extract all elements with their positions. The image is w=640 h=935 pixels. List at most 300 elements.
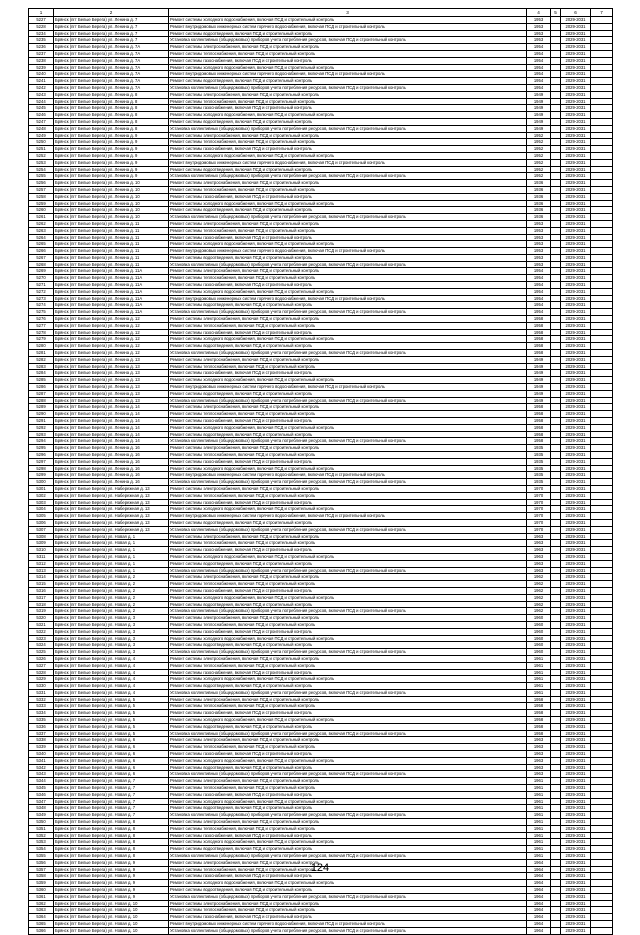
period-cell: 2029-2031 [561, 268, 591, 275]
work-type-cell: Ремонт системы теплоснабжения, включая ПСД и строительный контроль [169, 492, 527, 499]
address-cell: Брянск (пгт Белые Берега) ул. Новая д. 8 [54, 839, 169, 846]
empty-cell [591, 669, 613, 676]
empty-cell [591, 363, 613, 370]
table-row [29, 370, 613, 377]
address-cell: Брянск (пгт Белые Берега) ул. Ленина д. 14 [54, 418, 169, 425]
empty-cell [551, 180, 561, 187]
table-row [29, 397, 613, 404]
build-year-cell: 1953 [527, 220, 551, 227]
empty-cell [591, 791, 613, 798]
table-row [29, 717, 613, 724]
address-cell: Брянск (пгт Белые Берега) ул. Ленина д. 11А [54, 288, 169, 295]
period-cell: 2029-2031 [561, 696, 591, 703]
address-cell: Брянск (пгт Белые Берега) ул. Набережная д. 13 [54, 485, 169, 492]
row-number-cell: 5365 [29, 920, 54, 927]
row-number-cell: 5276 [29, 316, 54, 323]
work-type-cell: Ремонт системы электроснабжения, включая ПСД и строительный контроль [169, 485, 527, 492]
empty-cell [591, 71, 613, 78]
empty-cell [551, 846, 561, 853]
period-cell: 2029-2031 [561, 621, 591, 628]
empty-cell [551, 513, 561, 520]
empty-cell [591, 404, 613, 411]
work-type-cell: Ремонт системы теплоснабжения, включая ПСД и строительный контроль [169, 907, 527, 914]
empty-cell [551, 445, 561, 452]
address-cell: Брянск (пгт Белые Берега) ул. Ленина д. 12 [54, 336, 169, 343]
table-row [29, 927, 613, 934]
address-cell: Брянск (пгт Белые Берега) ул. Ленина д. 13 [54, 397, 169, 404]
empty-cell [551, 621, 561, 628]
build-year-cell: 1963 [527, 737, 551, 744]
empty-cell [551, 139, 561, 146]
empty-cell [591, 560, 613, 567]
address-cell: Брянск (пгт Белые Берега) ул. Новая д. 4 [54, 662, 169, 669]
address-cell: Брянск (пгт Белые Берега) ул. Ленина д. 11А [54, 309, 169, 316]
empty-cell [591, 540, 613, 547]
work-type-cell: Ремонт системы холодного водоснабжения, включая ПСД и строительный контроль [169, 553, 527, 560]
work-type-cell: Ремонт системы электроснабжения, включая ПСД и строительный контроль [169, 737, 527, 744]
period-cell: 2029-2031 [561, 152, 591, 159]
empty-cell [591, 900, 613, 907]
table-row [29, 275, 613, 282]
period-cell: 2029-2031 [561, 118, 591, 125]
row-number-cell: 5325 [29, 649, 54, 656]
work-type-cell: Установка коллективных (общедомовых) приборов учета потребления ресурсов, включая ПСД и строительный контроль [169, 927, 527, 934]
empty-cell [551, 485, 561, 492]
build-year-cell: 1970 [527, 519, 551, 526]
work-type-cell: Ремонт системы водоотведения, включая ПСД и строительный контроль [169, 723, 527, 730]
work-type-cell: Ремонт системы холодного водоснабжения, включая ПСД и строительный контроль [169, 676, 527, 683]
table-row [29, 907, 613, 914]
empty-cell [591, 411, 613, 418]
work-type-cell: Установка коллективных (общедомовых) приборов учета потребления ресурсов, включая ПСД и строительный контроль [169, 173, 527, 180]
work-type-cell: Ремонт системы электроснабжения, включая ПСД и строительный контроль [169, 574, 527, 581]
period-cell: 2029-2031 [561, 839, 591, 846]
empty-cell [551, 322, 561, 329]
column-header: 1 [29, 9, 54, 17]
work-type-cell: Установка коллективных (общедомовых) приборов учета потребления ресурсов, включая ПСД и строительный контроль [169, 526, 527, 533]
address-cell: Брянск (пгт Белые Берега) ул. Ленина д. 10 [54, 193, 169, 200]
build-year-cell: 1964 [527, 893, 551, 900]
empty-cell [551, 418, 561, 425]
table-row [29, 288, 613, 295]
row-number-cell: 5227 [29, 17, 54, 24]
address-cell: Брянск (пгт Белые Берега) ул. Ленина д. 8 [54, 118, 169, 125]
build-year-cell: 1964 [527, 880, 551, 887]
empty-cell [551, 37, 561, 44]
period-cell: 2029-2031 [561, 567, 591, 574]
empty-cell [591, 445, 613, 452]
build-year-cell: 1935 [527, 445, 551, 452]
empty-cell [591, 261, 613, 268]
row-number-cell: 5307 [29, 526, 54, 533]
address-cell: Брянск (пгт Белые Берега) ул. Набережная д. 13 [54, 513, 169, 520]
work-type-cell: Ремонт системы электроснабжения, включая ПСД и строительный контроль [169, 819, 527, 826]
row-number-cell: 5346 [29, 791, 54, 798]
build-year-cell: 1952 [527, 146, 551, 153]
address-cell: Брянск (пгт Белые Берега) ул. Новая д. 8 [54, 832, 169, 839]
row-number-cell: 5329 [29, 676, 54, 683]
work-type-cell: Ремонт системы холодного водоснабжения, включая ПСД и строительный контроль [169, 465, 527, 472]
empty-cell [551, 812, 561, 819]
period-cell: 2029-2031 [561, 628, 591, 635]
empty-cell [591, 710, 613, 717]
address-cell: Брянск (пгт Белые Берега) ул. Ленина д. 7А [54, 64, 169, 71]
address-cell: Брянск (пгт Белые Берега) ул. Новая д. 1 [54, 553, 169, 560]
table-row [29, 37, 613, 44]
row-number-cell: 5327 [29, 662, 54, 669]
empty-cell [591, 418, 613, 425]
row-number-cell: 5252 [29, 152, 54, 159]
period-cell: 2029-2031 [561, 220, 591, 227]
address-cell: Брянск (пгт Белые Берега) ул. Ленина д. 8 [54, 91, 169, 98]
build-year-cell: 1958 [527, 336, 551, 343]
build-year-cell: 1949 [527, 390, 551, 397]
build-year-cell: 1961 [527, 825, 551, 832]
address-cell: Брянск (пгт Белые Берега) ул. Новая д. 9 [54, 880, 169, 887]
build-year-cell: 1954 [527, 302, 551, 309]
address-cell: Брянск (пгт Белые Берега) ул. Новая д. 6 [54, 744, 169, 751]
empty-cell [591, 173, 613, 180]
empty-cell [551, 377, 561, 384]
row-number-cell: 5303 [29, 499, 54, 506]
table-row [29, 316, 613, 323]
period-cell: 2029-2031 [561, 78, 591, 85]
work-type-cell: Ремонт системы холодного водоснабжения, включая ПСД и строительный контроль [169, 635, 527, 642]
empty-cell [551, 689, 561, 696]
row-number-cell: 5337 [29, 730, 54, 737]
table-row [29, 91, 613, 98]
row-number-cell: 5256 [29, 180, 54, 187]
address-cell: Брянск (пгт Белые Берега) ул. Новая д. 4 [54, 669, 169, 676]
build-year-cell: 1958 [527, 696, 551, 703]
build-year-cell: 1963 [527, 560, 551, 567]
row-number-cell: 5305 [29, 513, 54, 520]
period-cell: 2029-2031 [561, 703, 591, 710]
period-cell: 2029-2031 [561, 248, 591, 255]
empty-cell [551, 676, 561, 683]
empty-cell [591, 309, 613, 316]
build-year-cell: 1949 [527, 356, 551, 363]
address-cell: Брянск (пгт Белые Берега) ул. Новая д. 10 [54, 914, 169, 921]
empty-cell [591, 717, 613, 724]
address-cell: Брянск (пгт Белые Берега) ул. Новая д. 7 [54, 798, 169, 805]
empty-cell [551, 771, 561, 778]
empty-cell [551, 336, 561, 343]
column-header: 3 [169, 9, 527, 17]
work-type-cell: Ремонт внутридомовых инженерных систем горячего водоснабжения, включая ПСД и строительный контроль [169, 384, 527, 391]
period-cell: 2029-2031 [561, 166, 591, 173]
build-year-cell: 1970 [527, 506, 551, 513]
empty-cell [591, 370, 613, 377]
build-year-cell: 1954 [527, 44, 551, 51]
table-row [29, 166, 613, 173]
table-row [29, 683, 613, 690]
address-cell: Брянск (пгт Белые Берега) ул. Ленина д. 11А [54, 268, 169, 275]
period-cell: 2029-2031 [561, 560, 591, 567]
work-type-cell: Ремонт системы холодного водоснабжения, включая ПСД и строительный контроль [169, 17, 527, 24]
empty-cell [551, 819, 561, 826]
build-year-cell: 1936 [527, 207, 551, 214]
row-number-cell: 5302 [29, 492, 54, 499]
period-cell: 2029-2031 [561, 683, 591, 690]
empty-cell [551, 574, 561, 581]
period-cell: 2029-2031 [561, 744, 591, 751]
address-cell: Брянск (пгт Белые Берега) ул. Новая д. 2 [54, 574, 169, 581]
table-row [29, 587, 613, 594]
empty-cell [551, 282, 561, 289]
address-cell: Брянск (пгт Белые Берега) ул. Ленина д. 14 [54, 411, 169, 418]
build-year-cell: 1953 [527, 248, 551, 255]
row-number-cell: 5239 [29, 64, 54, 71]
period-cell: 2029-2031 [561, 295, 591, 302]
empty-cell [551, 703, 561, 710]
work-type-cell: Ремонт системы холодного водоснабжения, включая ПСД и строительный контроль [169, 594, 527, 601]
table-row [29, 173, 613, 180]
build-year-cell: 1963 [527, 744, 551, 751]
table-row [29, 723, 613, 730]
address-cell: Брянск (пгт Белые Берега) ул. Ленина д. 7А [54, 78, 169, 85]
empty-cell [591, 275, 613, 282]
table-row [29, 322, 613, 329]
empty-cell [551, 268, 561, 275]
work-type-cell: Ремонт системы холодного водоснабжения, включая ПСД и строительный контроль [169, 424, 527, 431]
table-row [29, 655, 613, 662]
table-row [29, 377, 613, 384]
table-row [29, 472, 613, 479]
row-number-cell: 5333 [29, 703, 54, 710]
address-cell: Брянск (пгт Белые Берега) ул. Новая д. 10 [54, 920, 169, 927]
table-row [29, 309, 613, 316]
table-row [29, 920, 613, 927]
table-row [29, 513, 613, 520]
work-type-cell: Ремонт системы электроснабжения, включая ПСД и строительный контроль [169, 696, 527, 703]
table-row [29, 254, 613, 261]
period-cell: 2029-2031 [561, 241, 591, 248]
row-number-cell: 5270 [29, 275, 54, 282]
work-type-cell: Ремонт системы водоотведения, включая ПСД и строительный контроль [169, 302, 527, 309]
period-cell: 2029-2031 [561, 642, 591, 649]
period-cell: 2029-2031 [561, 146, 591, 153]
empty-cell [551, 302, 561, 309]
period-cell: 2029-2031 [561, 336, 591, 343]
table-row [29, 778, 613, 785]
table-row [29, 64, 613, 71]
table-row [29, 458, 613, 465]
empty-cell [591, 458, 613, 465]
empty-cell [551, 57, 561, 64]
build-year-cell: 1961 [527, 676, 551, 683]
build-year-cell: 1964 [527, 866, 551, 873]
build-year-cell: 1963 [527, 533, 551, 540]
empty-cell [591, 893, 613, 900]
period-cell: 2029-2031 [561, 635, 591, 642]
row-number-cell: 5255 [29, 173, 54, 180]
row-number-cell: 5364 [29, 914, 54, 921]
work-type-cell: Ремонт внутридомовых инженерных систем горячего водоснабжения, включая ПСД и строительный контроль [169, 159, 527, 166]
empty-cell [551, 241, 561, 248]
table-row [29, 78, 613, 85]
row-number-cell: 5331 [29, 689, 54, 696]
build-year-cell: 1952 [527, 159, 551, 166]
empty-cell [551, 23, 561, 30]
empty-cell [591, 880, 613, 887]
row-number-cell: 5319 [29, 608, 54, 615]
address-cell: Брянск (пгт Белые Берега) ул. Ленина д. 16 [54, 479, 169, 486]
build-year-cell: 1953 [527, 254, 551, 261]
row-number-cell: 5265 [29, 241, 54, 248]
empty-cell [551, 343, 561, 350]
empty-cell [551, 295, 561, 302]
row-number-cell: 5318 [29, 601, 54, 608]
period-cell: 2029-2031 [561, 84, 591, 91]
period-cell: 2029-2031 [561, 601, 591, 608]
address-cell: Брянск (пгт Белые Берега) ул. Ленина д. 10 [54, 207, 169, 214]
table-row [29, 635, 613, 642]
period-cell: 2029-2031 [561, 159, 591, 166]
period-cell: 2029-2031 [561, 275, 591, 282]
table-row [29, 832, 613, 839]
work-type-cell: Ремонт системы электроснабжения, включая ПСД и строительный контроль [169, 615, 527, 622]
period-cell: 2029-2031 [561, 64, 591, 71]
work-type-cell: Установка коллективных (общедомовых) приборов учета потребления ресурсов, включая ПСД и строительный контроль [169, 438, 527, 445]
address-cell: Брянск (пгт Белые Берега) ул. Ленина д. 11 [54, 254, 169, 261]
capital-repair-table [28, 8, 613, 935]
empty-cell [551, 798, 561, 805]
work-type-cell: Ремонт системы водоотведения, включая ПСД и строительный контроль [169, 560, 527, 567]
work-type-cell: Ремонт системы водоотведения, включая ПСД и строительный контроль [169, 343, 527, 350]
work-type-cell: Ремонт системы газоснабжения, включая ПСД и строительный контроль [169, 669, 527, 676]
table-row [29, 268, 613, 275]
work-type-cell: Ремонт системы теплоснабжения, включая ПСД и строительный контроль [169, 785, 527, 792]
work-type-cell: Ремонт системы холодного водоснабжения, включая ПСД и строительный контроль [169, 64, 527, 71]
table-row [29, 479, 613, 486]
work-type-cell: Ремонт системы электроснабжения, включая ПСД и строительный контроль [169, 404, 527, 411]
work-type-cell: Установка коллективных (общедомовых) приборов учета потребления ресурсов, включая ПСД и строительный контроль [169, 608, 527, 615]
period-cell: 2029-2031 [561, 887, 591, 894]
address-cell: Брянск (пгт Белые Берега) ул. Новая д. 1 [54, 533, 169, 540]
build-year-cell: 1949 [527, 377, 551, 384]
period-cell: 2029-2031 [561, 574, 591, 581]
table-row [29, 23, 613, 30]
period-cell: 2029-2031 [561, 288, 591, 295]
row-number-cell: 5351 [29, 825, 54, 832]
build-year-cell: 1961 [527, 819, 551, 826]
empty-cell [591, 112, 613, 119]
table-row [29, 581, 613, 588]
empty-cell [551, 370, 561, 377]
period-cell: 2029-2031 [561, 112, 591, 119]
table-row [29, 540, 613, 547]
empty-cell [591, 751, 613, 758]
row-number-cell: 5254 [29, 166, 54, 173]
address-cell: Брянск (пгт Белые Берега) ул. Ленина д. 7А [54, 84, 169, 91]
build-year-cell: 1962 [527, 594, 551, 601]
work-type-cell: Ремонт системы холодного водоснабжения, включая ПСД и строительный контроль [169, 336, 527, 343]
empty-cell [591, 98, 613, 105]
row-number-cell: 5273 [29, 295, 54, 302]
build-year-cell: 1958 [527, 350, 551, 357]
empty-cell [591, 853, 613, 860]
period-cell: 2029-2031 [561, 309, 591, 316]
address-cell: Брянск (пгт Белые Берега) ул. Ленина д. 16 [54, 445, 169, 452]
build-year-cell: 1952 [527, 166, 551, 173]
row-number-cell: 5332 [29, 696, 54, 703]
address-cell: Брянск (пгт Белые Берега) ул. Ленина д. 9 [54, 139, 169, 146]
period-cell: 2029-2031 [561, 492, 591, 499]
empty-cell [551, 791, 561, 798]
build-year-cell: 1954 [527, 309, 551, 316]
period-cell: 2029-2031 [561, 384, 591, 391]
row-number-cell: 5361 [29, 893, 54, 900]
build-year-cell: 1954 [527, 50, 551, 57]
build-year-cell: 1961 [527, 805, 551, 812]
address-cell: Брянск (пгт Белые Берега) ул. Ленина д. 10 [54, 186, 169, 193]
work-type-cell: Ремонт системы электроснабжения, включая ПСД и строительный контроль [169, 220, 527, 227]
address-cell: Брянск (пгт Белые Берега) ул. Ленина д. 16 [54, 452, 169, 459]
period-cell: 2029-2031 [561, 689, 591, 696]
table-row [29, 241, 613, 248]
empty-cell [551, 880, 561, 887]
empty-cell [551, 805, 561, 812]
table-row [29, 771, 613, 778]
row-number-cell: 5271 [29, 282, 54, 289]
address-cell: Брянск (пгт Белые Берега) ул. Новая д. 10 [54, 927, 169, 934]
empty-cell [551, 458, 561, 465]
row-number-cell: 5246 [29, 112, 54, 119]
table-row [29, 431, 613, 438]
table-row [29, 118, 613, 125]
table-row [29, 17, 613, 24]
address-cell: Брянск (пгт Белые Берега) ул. Ленина д. 13 [54, 377, 169, 384]
period-cell: 2029-2031 [561, 37, 591, 44]
empty-cell [591, 778, 613, 785]
build-year-cell: 1960 [527, 615, 551, 622]
empty-cell [591, 37, 613, 44]
work-type-cell: Ремонт системы электроснабжения, включая ПСД и строительный контроль [169, 268, 527, 275]
build-year-cell: 1962 [527, 581, 551, 588]
row-number-cell: 5290 [29, 411, 54, 418]
work-type-cell: Ремонт системы газоснабжения, включая ПСД и строительный контроль [169, 193, 527, 200]
empty-cell [551, 662, 561, 669]
address-cell: Брянск (пгт Белые Берега) ул. Новая д. 3 [54, 628, 169, 635]
work-type-cell: Ремонт системы холодного водоснабжения, включая ПСД и строительный контроль [169, 880, 527, 887]
row-number-cell: 5260 [29, 207, 54, 214]
build-year-cell: 1953 [527, 17, 551, 24]
empty-cell [591, 642, 613, 649]
period-cell: 2029-2031 [561, 431, 591, 438]
build-year-cell: 1953 [527, 227, 551, 234]
row-number-cell: 5236 [29, 44, 54, 51]
empty-cell [551, 540, 561, 547]
work-type-cell: Ремонт системы теплоснабжения, включая ПСД и строительный контроль [169, 452, 527, 459]
address-cell: Брянск (пгт Белые Берега) ул. Ленина д. 9 [54, 159, 169, 166]
build-year-cell: 1963 [527, 757, 551, 764]
empty-cell [591, 159, 613, 166]
row-number-cell: 5348 [29, 805, 54, 812]
work-type-cell: Ремонт системы газоснабжения, включая ПСД и строительный контроль [169, 873, 527, 880]
table-row [29, 57, 613, 64]
table-row [29, 649, 613, 656]
address-cell: Брянск (пгт Белые Берега) ул. Ленина д. 7А [54, 44, 169, 51]
period-cell: 2029-2031 [561, 526, 591, 533]
work-type-cell: Ремонт системы газоснабжения, включая ПСД и строительный контроль [169, 499, 527, 506]
address-cell: Брянск (пгт Белые Берега) ул. Новая д. 2 [54, 601, 169, 608]
table-row [29, 689, 613, 696]
empty-cell [591, 200, 613, 207]
address-cell: Брянск (пгт Белые Берега) ул. Ленина д. 8 [54, 98, 169, 105]
address-cell: Брянск (пгт Белые Берега) ул. Новая д. 5 [54, 710, 169, 717]
empty-cell [591, 839, 613, 846]
